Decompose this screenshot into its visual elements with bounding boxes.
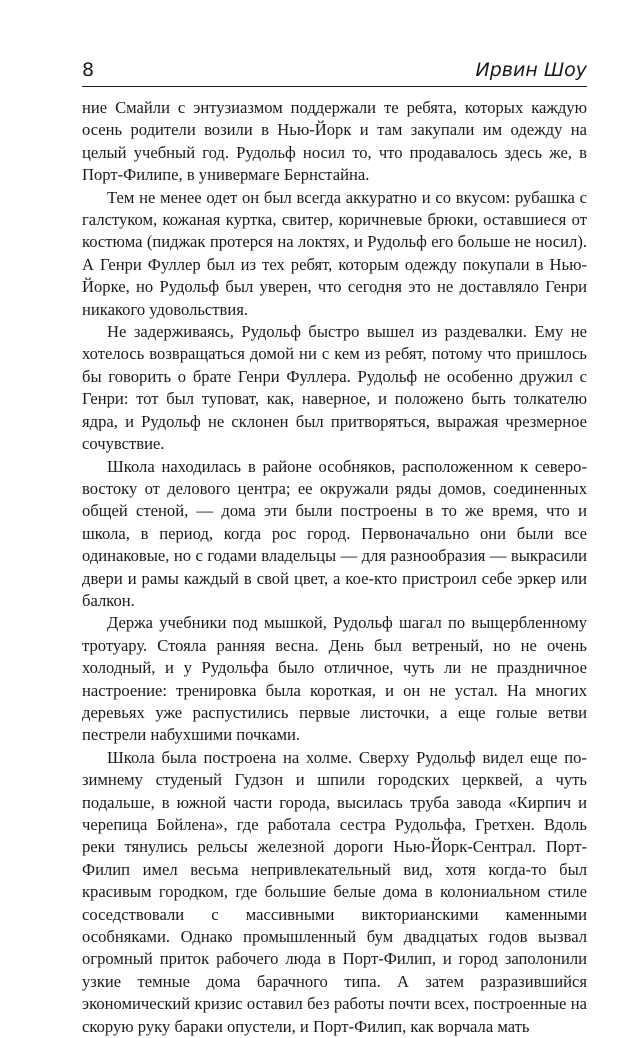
paragraph: Школа находилась в районе особняков, расположенном к северо-востоку от делового центра; ее окружали ряды домов, соединенных общей стеной, — дома эти были построены в то же время, что и школа, в период, когда рос город. Первоначально они были все одинаковые, но с годами владельцы — для разнообразия — выкрасили двери и рамы каждый в свой цвет, а кое-кто пристроил себе эркер или балкон. xyxy=(82,456,587,610)
body-text xyxy=(82,97,587,1038)
page-number: 8 xyxy=(82,59,95,81)
paragraph: Держа учебники под мышкой, Рудольф шагал по выщербленному тротуару. Стояла ранняя весна. День был ветреный, но не очень холодный, и у Рудольфа было отличное, чуть ли не праздничное настроение: тренировка была короткая, и он не устал. На многих деревьях уже распустились первые листочки, а еще голые ветви пестрели набухшими почками. xyxy=(82,613,587,745)
running-header xyxy=(82,58,587,87)
paragraph: Тем не менее одет он был всегда аккуратно и со вкусом: рубашка с галстуком, кожаная куртка, свитер, коричневые брюки, оставшиеся от костюма (пиджак протерся на локтях, и Рудольф его больше не носил). А Генри Фуллер был из тех ребят, которым одежду покупали в Нью-Йорке, но Рудольф был уверен, что сегодня это не доставляло Генри никакого удовольствия. xyxy=(82,187,587,319)
running-title: Ирвин Шоу xyxy=(475,59,587,81)
paragraph: Не задерживаясь, Рудольф быстро вышел из раздевалки. Ему не хотелось возвращаться домой ни с кем из ребят, потому что пришлось бы говорить о брате Генри Фуллера. Рудольф не особенно дружил с Генри: тот был туповат, как, наверное, и положено быть толкателю ядра, и Рудольф не склонен был притворяться, выражая чрезмерное сочувствие. xyxy=(82,322,587,454)
paragraph: Школа была построена на холме. Сверху Рудольф видел еще по-зимнему студеный Гудзон и шпили городских церквей, а чуть подальше, в южной части города, высилась труба завода «Кирпич и черепица Бойлена», где работала сестра Рудольфа, Гретхен. Вдоль реки тянулись рельсы железной дороги Нью-Йорк-Сентрал. Порт-Филип имел весьма непривлекательный вид, хотя когда-то был красивым городком, где большие белые дома в колониальном стиле соседствовали с массивными викторианскими каменными особняками. Однако промышленный бум двадцатых годов вызвал огромный приток рабочего люда в Порт-Филип, и город заполонили узкие темные дома барачного типа. А затем разразившийся экономический кризис оставил без работы почти всех, построенные на скорую руку бараки опустели, и Порт-Филип, как ворчала мать xyxy=(82,747,587,1036)
book-page xyxy=(82,58,587,1038)
paragraph: ние Смайли с энтузиазмом поддержали те ребята, которых каждую осень родители возили в Нью-Йорк и там закупали им одежду на целый учебный год. Рудольф носил то, что продавалось здесь же, в Порт-Филипе, в универмаге Бернстайна. xyxy=(82,98,587,185)
